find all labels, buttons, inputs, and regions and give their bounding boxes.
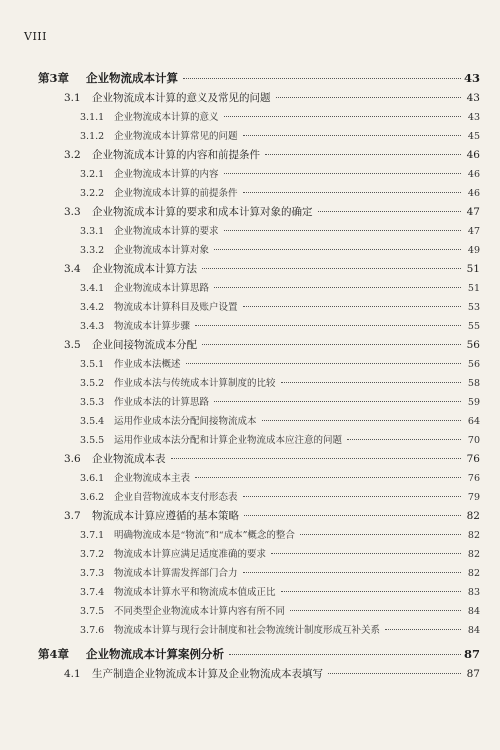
- toc-entry-number: 3.4: [64, 263, 81, 275]
- toc-entry-page-number: 79: [467, 492, 480, 503]
- toc-entry-sub: [38, 318, 480, 337]
- dot-leader: [318, 211, 462, 212]
- dot-leader: [243, 572, 461, 573]
- toc-entry-title: 生产制造企业物流成本计算及企业物流成本表填写: [92, 668, 323, 680]
- toc-entry-sub: [38, 622, 480, 641]
- toc-entry-title: 企业物流成本计算方法: [92, 263, 197, 275]
- toc-entry-page-number: 70: [467, 435, 480, 446]
- toc-entry-number: 3.1.1: [80, 112, 105, 123]
- toc-entry-page-number: 87: [463, 647, 480, 661]
- toc-entry-number: 4.1: [64, 668, 81, 680]
- toc-entry-title: 物流成本计算需发挥部门合力: [114, 568, 238, 579]
- toc-entry-section: [38, 204, 480, 223]
- toc-entry-sub: [38, 565, 480, 584]
- toc-entry-sub: [38, 109, 480, 128]
- toc-entry-title: 作业成本法的计算思路: [114, 397, 210, 408]
- dot-leader: [347, 439, 461, 440]
- toc-entry-page-number: 45: [467, 131, 480, 142]
- dot-leader: [202, 344, 461, 345]
- toc-entry-title: 企业物流成本计算对象: [114, 245, 210, 256]
- toc-entry-number: 3.5.5: [80, 435, 105, 446]
- toc-entry-number: 3.4.3: [80, 321, 105, 332]
- toc-entry-title: 运用作业成本法分配间接物流成本: [114, 416, 257, 427]
- dot-leader: [300, 534, 461, 535]
- toc-entry-title: 企业物流成本计算的内容和前提条件: [92, 149, 260, 161]
- toc-entry-number: 3.3.1: [80, 226, 105, 237]
- toc-entry-title: 作业成本法概述: [114, 359, 181, 370]
- dot-leader: [171, 458, 462, 459]
- toc-entry-page-number: 56: [466, 339, 480, 351]
- dot-leader: [243, 192, 461, 193]
- toc-entry-title: 企业物流成本计算的要求: [114, 226, 219, 237]
- toc-entry-title: 企业物流成本计算案例分析: [86, 647, 224, 661]
- toc-entry-section: [38, 337, 480, 356]
- toc-entry-title: 企业物流成本计算常见的问题: [114, 131, 238, 142]
- dot-leader: [214, 401, 461, 402]
- toc-entry-number: 3.7.3: [80, 568, 105, 579]
- toc-entry-title: 企业物流成本计算的意义: [114, 112, 219, 123]
- dot-leader: [290, 610, 461, 611]
- toc-entry-number: 3.7.6: [80, 625, 105, 636]
- toc-entry-number: 第3章: [38, 71, 70, 85]
- toc-entry-number: 3.2: [64, 149, 81, 161]
- toc-entry-sub: [38, 470, 480, 489]
- page-header-roman-numeral: VIII: [24, 30, 47, 43]
- toc-entry-page-number: 83: [467, 587, 480, 598]
- toc-entry-page-number: 82: [467, 568, 480, 579]
- toc-entry-title: 企业物流成本计算的前提条件: [114, 188, 238, 199]
- dot-leader: [195, 477, 461, 478]
- toc-entry-number: 3.1.2: [80, 131, 105, 142]
- toc-entry-number: 3.1: [64, 92, 81, 104]
- toc-entry-title: 物流成本计算应遵循的基本策略: [92, 510, 239, 522]
- toc-entry-title: 物流成本计算应满足适度准确的要求: [114, 549, 267, 560]
- dot-leader: [265, 154, 461, 155]
- toc-entry-title: 物流成本计算科目及账户设置: [114, 302, 238, 313]
- toc-entry-page-number: 82: [467, 549, 480, 560]
- toc-entry-page-number: 47: [466, 206, 480, 218]
- toc-entry-page-number: 59: [467, 397, 480, 408]
- toc-entry-number: 3.7.5: [80, 606, 105, 617]
- dot-leader: [224, 116, 461, 117]
- toc-entry-title: 作业成本法与传统成本计算制度的比较: [114, 378, 276, 389]
- toc-entry-number: 3.3: [64, 206, 81, 218]
- dot-leader: [262, 420, 461, 421]
- toc-entry-number: 3.3.2: [80, 245, 105, 256]
- toc-entry-number: 3.5.3: [80, 397, 105, 408]
- toc-entry-sub: [38, 356, 480, 375]
- toc-entry-page-number: 53: [467, 302, 480, 313]
- toc-entry-page-number: 76: [466, 453, 480, 465]
- toc-entry-page-number: 87: [466, 668, 480, 680]
- toc-entry-number: 3.5.2: [80, 378, 105, 389]
- toc-entry-number: 3.4.1: [80, 283, 105, 294]
- toc-entry-title: 物流成本计算步骤: [114, 321, 191, 332]
- toc-entry-section: [38, 261, 480, 280]
- toc-entry-page-number: 49: [467, 245, 480, 256]
- dot-leader: [224, 173, 461, 174]
- toc-entry-number: 3.7.4: [80, 587, 105, 598]
- toc-entry-section: [38, 147, 480, 166]
- toc-entry-page-number: 76: [467, 473, 480, 484]
- toc-entry-number: 3.5.1: [80, 359, 105, 370]
- toc-entry-sub: [38, 432, 480, 451]
- dot-leader: [281, 382, 461, 383]
- toc-entry-title: 明确物流成本是“物流”和“成本”概念的整合: [114, 530, 295, 541]
- toc-entry-title: 企业物流成本计算的意义及常见的问题: [92, 92, 271, 104]
- toc-entry-number: 3.7: [64, 510, 81, 522]
- toc-entry-title: 企业间接物流成本分配: [92, 339, 197, 351]
- toc-entry-page-number: 46: [467, 169, 480, 180]
- dot-leader: [186, 363, 461, 364]
- toc-entry-sub: [38, 546, 480, 565]
- toc-entry-number: 3.7.1: [80, 530, 105, 541]
- toc-entry-sub: [38, 242, 480, 261]
- dot-leader: [202, 268, 461, 269]
- toc-entry-sub: [38, 185, 480, 204]
- toc-entry-page-number: 43: [467, 112, 480, 123]
- dot-leader: [229, 654, 461, 655]
- toc-entry-sub: [38, 394, 480, 413]
- dot-leader: [385, 629, 461, 630]
- dot-leader: [214, 287, 461, 288]
- toc-entry-section: [38, 90, 480, 109]
- toc-entry-page-number: 64: [467, 416, 480, 427]
- toc-entry-title: 企业物流成本计算的要求和成本计算对象的确定: [92, 206, 313, 218]
- toc-entry-page-number: 84: [467, 606, 480, 617]
- toc-entry-page-number: 58: [467, 378, 480, 389]
- toc-entry-page-number: 46: [467, 188, 480, 199]
- toc-entry-number: 3.4.2: [80, 302, 105, 313]
- toc-entry-title: 企业物流成本主表: [114, 473, 191, 484]
- toc-entry-sub: [38, 280, 480, 299]
- toc-entry-number: 3.2.2: [80, 188, 105, 199]
- toc-entry-page-number: 56: [467, 359, 480, 370]
- toc-entry-title: 物流成本计算与现行会计制度和社会物流统计制度形成互补关系: [114, 625, 381, 636]
- toc-entry-number: 3.6.1: [80, 473, 105, 484]
- toc-entry-title: 企业物流成本计算思路: [114, 283, 210, 294]
- toc-entry-number: 3.5.4: [80, 416, 105, 427]
- table-of-contents: [38, 70, 480, 685]
- dot-leader: [244, 515, 461, 516]
- toc-entry-number: 3.5: [64, 339, 81, 351]
- toc-entry-title: 企业自营物流成本支付形态表: [114, 492, 238, 503]
- dot-leader: [183, 78, 461, 79]
- dot-leader: [243, 306, 461, 307]
- toc-entry-sub: [38, 128, 480, 147]
- toc-entry-title: 运用作业成本法分配和计算企业物流成本应注意的问题: [114, 435, 343, 446]
- toc-entry-page-number: 82: [466, 510, 480, 522]
- toc-entry-sub: [38, 223, 480, 242]
- toc-entry-sub: [38, 603, 480, 622]
- toc-entry-chapter: [38, 70, 480, 90]
- toc-entry-sub: [38, 413, 480, 432]
- dot-leader: [243, 135, 461, 136]
- toc-entry-section: [38, 451, 480, 470]
- dot-leader: [328, 673, 461, 674]
- toc-entry-section: [38, 508, 480, 527]
- toc-entry-sub: [38, 489, 480, 508]
- toc-entry-number: 3.6.2: [80, 492, 105, 503]
- dot-leader: [243, 496, 461, 497]
- toc-entry-page-number: 43: [466, 92, 480, 104]
- dot-leader: [224, 230, 461, 231]
- toc-entry-number: 3.2.1: [80, 169, 105, 180]
- dot-leader: [195, 325, 461, 326]
- toc-entry-sub: [38, 527, 480, 546]
- dot-leader: [214, 249, 461, 250]
- toc-entry-number: 3.6: [64, 453, 81, 465]
- dot-leader: [271, 553, 461, 554]
- toc-entry-section: [38, 666, 480, 685]
- toc-entry-chapter: [38, 646, 480, 666]
- toc-entry-title: 企业物流成本表: [92, 453, 166, 465]
- toc-entry-sub: [38, 166, 480, 185]
- toc-entry-sub: [38, 375, 480, 394]
- toc-entry-number: 第4章: [38, 647, 70, 661]
- toc-entry-page-number: 46: [466, 149, 480, 161]
- toc-entry-page-number: 43: [463, 71, 480, 85]
- dot-leader: [276, 97, 462, 98]
- toc-entry-sub: [38, 299, 480, 318]
- dot-leader: [281, 591, 461, 592]
- toc-entry-title: 企业物流成本计算: [86, 71, 178, 85]
- toc-entry-title: 企业物流成本计算的内容: [114, 169, 219, 180]
- toc-entry-title: 物流成本计算水平和物流成本值成正比: [114, 587, 276, 598]
- toc-entry-sub: [38, 584, 480, 603]
- toc-entry-number: 3.7.2: [80, 549, 105, 560]
- toc-entry-page-number: 82: [467, 530, 480, 541]
- toc-entry-page-number: 84: [467, 625, 480, 636]
- toc-entry-page-number: 47: [467, 226, 480, 237]
- toc-entry-page-number: 51: [466, 263, 480, 275]
- toc-entry-page-number: 51: [467, 283, 480, 294]
- toc-entry-page-number: 55: [467, 321, 480, 332]
- toc-entry-title: 不同类型企业物流成本计算内容有所不同: [114, 606, 286, 617]
